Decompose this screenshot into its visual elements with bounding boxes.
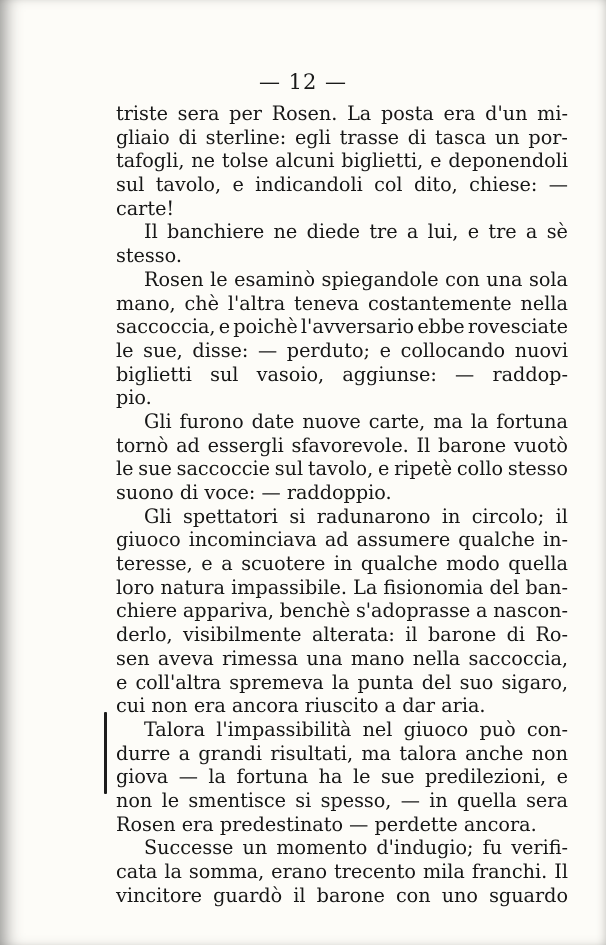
word: sue — [138, 457, 172, 481]
word: ha — [318, 765, 343, 789]
word: s'adoprasse — [355, 599, 471, 623]
text-line — [116, 528, 568, 552]
word: sul — [116, 173, 145, 197]
word: a — [476, 599, 488, 623]
word: vuotò — [513, 433, 568, 457]
word: por- — [528, 125, 568, 149]
text-line — [116, 481, 568, 505]
word: collo — [456, 457, 504, 481]
word: il — [555, 504, 568, 528]
word: erano — [271, 860, 328, 883]
word: barone — [316, 883, 385, 907]
word: era — [181, 812, 214, 836]
word: punta — [357, 670, 414, 694]
word: fortuna — [236, 765, 309, 789]
word: spremeva — [229, 670, 324, 694]
text-line — [116, 434, 568, 458]
word: dar — [402, 694, 436, 718]
word: sguardo — [489, 883, 568, 907]
word: collocando — [400, 338, 506, 362]
word: vincitore — [116, 883, 203, 907]
word: banchiere — [167, 220, 265, 244]
text-line — [116, 884, 568, 908]
text-line — [116, 765, 568, 789]
word: teneva — [294, 291, 360, 315]
word: a — [384, 694, 397, 718]
word: La — [347, 102, 372, 125]
word: — — [400, 788, 420, 812]
text-line — [116, 694, 568, 718]
word: Gli — [144, 409, 172, 433]
word: l'altra — [227, 291, 286, 315]
text-line — [116, 197, 568, 221]
word: sterline: — [205, 125, 287, 149]
word: sfavorevole. — [291, 433, 409, 457]
word: le — [161, 788, 180, 812]
word: con — [395, 883, 431, 907]
word: non — [531, 741, 568, 765]
word: saccoccia, — [468, 646, 568, 670]
word: la — [331, 670, 350, 694]
word: egli — [294, 125, 331, 149]
word: sue — [380, 765, 415, 789]
word: e — [116, 670, 128, 694]
word: pio. — [116, 386, 152, 410]
word: anche — [465, 741, 524, 765]
word: somma, — [188, 860, 265, 883]
word: stesso — [507, 457, 568, 481]
word: Il — [416, 433, 431, 457]
word: nella — [412, 646, 461, 670]
word: uno — [441, 883, 478, 907]
text-line — [116, 599, 568, 623]
word: tolse — [221, 149, 269, 173]
word: chiese: — [469, 173, 538, 197]
word: era — [443, 102, 476, 125]
word: sen — [116, 646, 150, 670]
word: e — [377, 457, 390, 481]
word: Gli — [144, 504, 172, 528]
word: saccoccia, — [116, 315, 216, 339]
word: tavolo, — [155, 173, 222, 197]
word: perdette — [374, 812, 458, 836]
word: durre — [116, 741, 171, 765]
word: giuoco — [403, 717, 469, 741]
word: e — [218, 315, 231, 339]
word: la — [164, 860, 182, 883]
word: fortuna — [496, 409, 568, 433]
word: l'impassibilità — [216, 717, 352, 741]
word: sul — [274, 457, 304, 481]
text-line — [116, 457, 568, 481]
word: tornò — [116, 433, 169, 457]
text-line — [116, 623, 568, 647]
word: appariva, — [182, 599, 274, 623]
word: quella — [508, 552, 568, 576]
word: qualche — [360, 552, 438, 576]
word: tavolo, — [307, 457, 374, 481]
word: si — [295, 788, 312, 812]
word: raddoppio. — [286, 481, 392, 504]
word: tre — [369, 220, 398, 244]
word: predilezioni, — [425, 765, 547, 789]
word: un — [242, 836, 268, 860]
word: le — [116, 457, 134, 481]
text-line — [116, 813, 568, 837]
word: carte! — [116, 196, 175, 220]
word: e — [556, 765, 568, 789]
word: indicandoli — [255, 173, 363, 197]
text-line — [116, 315, 568, 339]
word: assumere — [356, 528, 451, 552]
word: aria. — [441, 694, 486, 718]
word: cui — [116, 694, 146, 718]
word: impassibile. — [231, 575, 347, 599]
word: di — [178, 125, 197, 149]
word: date — [251, 409, 295, 433]
word: di — [506, 623, 526, 647]
word: coll'altra — [135, 670, 222, 694]
word: per — [229, 102, 262, 125]
word: — — [261, 481, 281, 504]
word: vasoio, — [256, 362, 325, 386]
word: Rosen. — [271, 102, 338, 125]
word: smentisce — [188, 788, 286, 812]
text-line — [116, 647, 568, 671]
word: le — [210, 267, 228, 291]
text-line — [116, 149, 568, 173]
word: posta — [380, 102, 434, 125]
word: quella — [457, 788, 517, 812]
word: perduto; — [286, 338, 370, 362]
word: gliaio — [116, 125, 170, 149]
word: guardò — [213, 883, 283, 907]
word: suo — [459, 670, 494, 694]
word: spettatori — [183, 504, 278, 528]
word: ne — [273, 220, 298, 244]
text-line — [116, 363, 568, 387]
text-line — [116, 789, 568, 813]
word: essergli — [207, 433, 284, 457]
word: con- — [526, 717, 568, 741]
word: sè — [546, 220, 568, 244]
body-text — [116, 102, 568, 907]
word: la — [470, 409, 489, 433]
word: era — [193, 694, 226, 718]
word: giova — [116, 765, 169, 789]
word: del — [489, 575, 520, 599]
word: Rosen — [144, 267, 204, 291]
word: mi- — [537, 102, 568, 125]
word: barone — [428, 623, 497, 647]
word: sola — [528, 267, 568, 291]
text-line — [116, 386, 568, 410]
word: non — [116, 788, 153, 812]
word: ad — [324, 528, 349, 552]
word: e — [430, 149, 442, 173]
word: scuotere — [241, 552, 326, 576]
word: Successe — [144, 836, 234, 860]
page-number: — 12 — — [258, 70, 348, 94]
word: teresse, — [116, 552, 193, 576]
word: costantemente — [367, 291, 512, 315]
word: ma — [433, 409, 463, 433]
word: — — [257, 338, 278, 362]
word: talora — [399, 741, 457, 765]
text-line — [116, 220, 568, 244]
word: nuove — [302, 409, 361, 433]
word: chè — [184, 291, 219, 315]
word: mano, — [116, 291, 176, 315]
word: in- — [542, 528, 568, 552]
word: sue, — [143, 338, 183, 362]
text-line — [116, 339, 568, 363]
word: d'un — [485, 102, 528, 125]
word: grandi — [198, 741, 263, 765]
word: di — [407, 125, 427, 149]
word: e — [467, 220, 480, 244]
word: barone — [438, 433, 507, 457]
word: fu — [482, 836, 503, 860]
word: Ro- — [535, 623, 568, 647]
word: tafogli, — [116, 149, 185, 173]
word: verifi- — [511, 836, 568, 860]
word: alterata: — [311, 623, 395, 647]
word: ebbe — [417, 315, 465, 339]
word: in — [429, 788, 448, 812]
word: La — [353, 575, 378, 599]
text-line — [116, 552, 568, 576]
word: riuscito — [304, 694, 379, 718]
word: trasse — [339, 125, 400, 149]
word: non — [151, 694, 188, 718]
word: raddop- — [492, 362, 568, 386]
word: nuovi — [514, 338, 568, 362]
word: trecento — [334, 860, 416, 883]
word: ripetè — [394, 457, 453, 481]
word: le — [116, 338, 134, 362]
word: biglietti, — [341, 149, 424, 173]
word: e — [201, 552, 213, 576]
word: modo — [446, 552, 500, 576]
word: a — [525, 220, 538, 244]
word: cata — [116, 860, 158, 883]
word: fisionomia — [383, 575, 484, 599]
word: — — [455, 362, 475, 386]
word: stesso. — [116, 244, 182, 268]
word: sera — [526, 788, 568, 812]
word: chiere — [116, 599, 178, 623]
word: incominciava — [188, 528, 317, 552]
word: voce: — [204, 481, 256, 504]
word: una — [486, 267, 523, 291]
word: di — [179, 481, 199, 504]
word: furono — [179, 409, 244, 433]
word: giuoco — [116, 528, 181, 552]
word: mano — [350, 646, 405, 670]
word: rimessa — [222, 646, 299, 670]
word: momento — [276, 836, 368, 860]
text-line — [116, 576, 568, 600]
word: si — [289, 504, 306, 528]
word: nella — [520, 291, 568, 315]
word: tasca — [434, 125, 487, 149]
word: triste — [116, 102, 168, 125]
text-line — [116, 718, 568, 742]
text-line — [116, 244, 568, 268]
word: — — [548, 173, 568, 197]
word: Talora — [144, 717, 206, 741]
text-line — [116, 410, 568, 434]
word: a — [406, 220, 419, 244]
word: rovesciate — [467, 315, 568, 339]
word: franchi. — [471, 860, 548, 883]
text-line — [116, 126, 568, 150]
word: risultati, — [270, 741, 354, 765]
word: saccoccie — [176, 457, 270, 481]
word: alcuni — [275, 149, 335, 173]
word: poichè — [233, 315, 298, 339]
word: benchè — [279, 599, 351, 623]
text-line — [116, 292, 568, 316]
word: suono — [116, 481, 174, 504]
word: può — [479, 717, 516, 741]
word: aveva — [157, 646, 214, 670]
word: tre — [488, 220, 517, 244]
word: le — [352, 765, 371, 789]
word: diede — [306, 220, 360, 244]
word: loro — [116, 575, 155, 599]
word: spiegandole — [321, 267, 439, 291]
text-line — [116, 742, 568, 766]
word: ad — [176, 433, 200, 457]
text-line — [116, 268, 568, 292]
word: a — [178, 741, 191, 765]
word: Rosen — [116, 812, 176, 836]
word: ma — [361, 741, 392, 765]
word: predestinato — [219, 812, 344, 836]
word: sigaro, — [501, 670, 568, 694]
text-line — [116, 860, 568, 884]
word: d'indugio; — [376, 836, 474, 860]
word: dito, — [413, 173, 458, 197]
text-line — [116, 671, 568, 695]
word: nel — [362, 717, 393, 741]
margin-mark — [104, 712, 107, 794]
word: ne — [191, 149, 216, 173]
text-line — [116, 505, 568, 529]
text-line — [116, 173, 568, 197]
text-line — [116, 836, 568, 860]
word: Il — [144, 220, 158, 244]
word: il — [405, 623, 418, 647]
word: deponendoli — [448, 149, 568, 173]
word: un — [494, 125, 520, 149]
word: carte, — [368, 409, 426, 433]
word: nascon- — [493, 599, 568, 623]
word: visibilmente — [183, 623, 302, 647]
word: l'avversario — [300, 315, 415, 339]
word: ancora — [231, 694, 299, 718]
word: qualche — [458, 528, 535, 552]
word: radunarono — [316, 504, 431, 528]
word: sul — [210, 362, 239, 386]
word: e — [379, 338, 391, 362]
word: derlo, — [116, 623, 173, 647]
word: a — [221, 552, 233, 576]
word: spesso, — [320, 788, 392, 812]
word: in — [441, 504, 461, 528]
word: la — [208, 765, 226, 789]
word: del — [421, 670, 452, 694]
word: esaminò — [234, 267, 316, 291]
word: lui, — [427, 220, 459, 244]
word: e — [232, 173, 244, 197]
word: in — [333, 552, 353, 576]
text-line — [116, 102, 568, 126]
word: biglietti — [116, 362, 192, 386]
word: disse: — [192, 338, 249, 362]
word: con — [445, 267, 480, 291]
word: una — [306, 646, 343, 670]
word: aggiunse: — [342, 362, 437, 386]
word: — — [349, 812, 369, 836]
word: sera — [177, 102, 220, 125]
word: Il — [554, 860, 568, 883]
word: mila — [422, 860, 465, 883]
word: natura — [160, 575, 225, 599]
word: col — [374, 173, 403, 197]
word: circolo; — [471, 504, 545, 528]
word: — — [178, 765, 198, 789]
word: il — [293, 883, 306, 907]
word: ancora. — [463, 812, 537, 836]
word: ban- — [525, 575, 568, 599]
